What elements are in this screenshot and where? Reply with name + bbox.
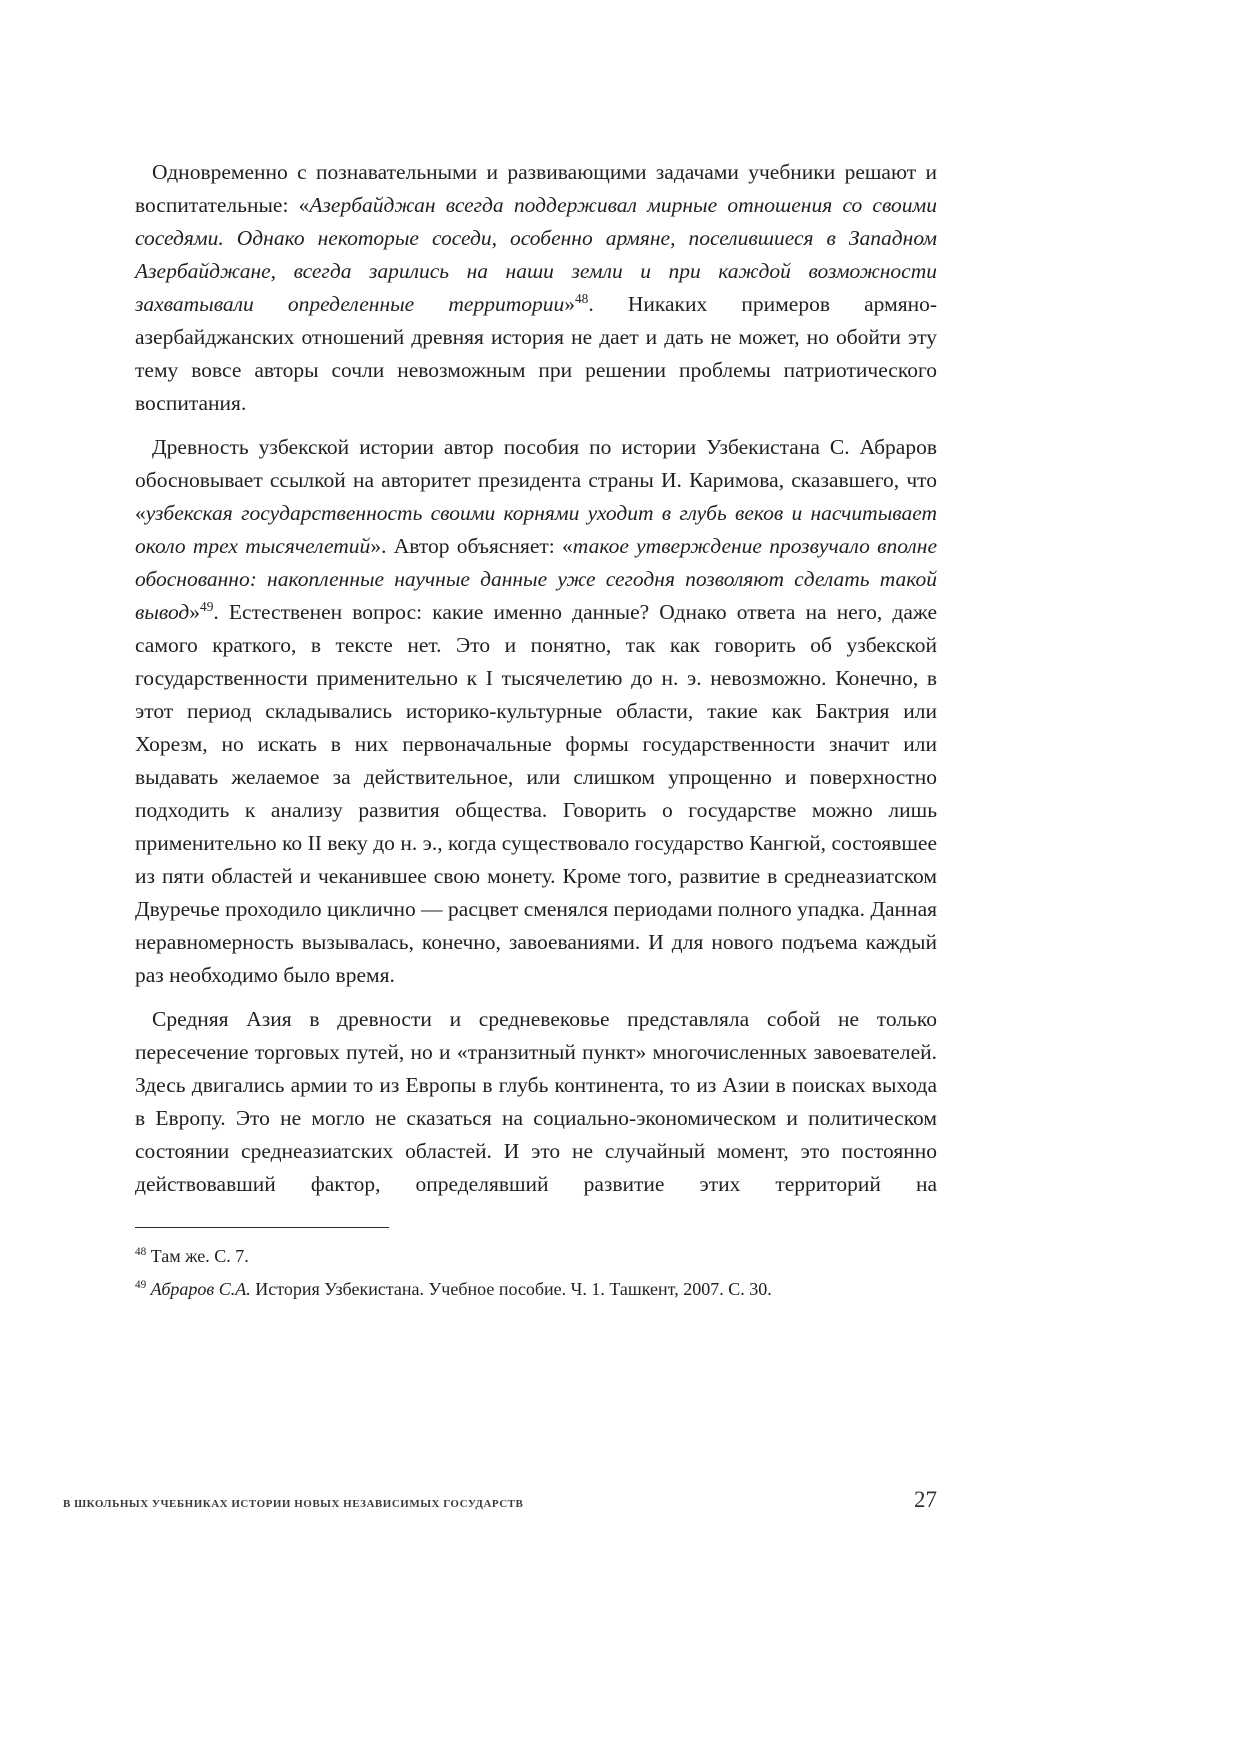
paragraph bbox=[135, 1003, 937, 1201]
footnote-ref: 48 bbox=[574, 290, 589, 306]
text-segment: . Никаких примеров армяно-азербайджанских отношений древняя история не дает и дать не может, но обойти эту тему вовсе авторы сочли невозможным при решении проблемы патриотического воспитания. bbox=[135, 292, 938, 415]
paragraph bbox=[135, 156, 937, 420]
text-segment: такое утверждение прозвучало вполне обоснованно: накопленные научные данные уже сегодня позволяют сделать такой вывод bbox=[135, 534, 938, 624]
footnote bbox=[135, 1275, 937, 1303]
footnote-marker: 48 bbox=[135, 1246, 147, 1258]
text-segment: Древность узбекской истории автор пособия по истории Узбекистана С. Абраров обосновывает ссылкой на авторитет президента страны И. Каримова, сказавшего, что « bbox=[135, 435, 937, 525]
text-segment: ». Автор объясняет: « bbox=[370, 534, 573, 558]
text-segment: Абраров С.А. bbox=[150, 1279, 251, 1299]
footnote bbox=[135, 1242, 937, 1270]
footnote-marker: 49 bbox=[135, 1279, 147, 1291]
text-block bbox=[135, 156, 937, 1201]
paragraph bbox=[135, 431, 937, 992]
text-segment: Одновременно с познавательными и развивающими задачами учебники решают и воспитательные: « bbox=[135, 160, 937, 217]
text-segment: История Узбекистана. Учебное пособие. Ч. 1. Ташкент, 2007. С. 30. bbox=[250, 1279, 772, 1299]
text-segment: Азербайджан всегда поддерживал мирные отношения со своими соседями. Однако некоторые соседи, особенно армяне, поселившиеся в Западном Азербайджане, всегда зарились на наши земли и при каждой возможности захватывали определенные территории bbox=[135, 193, 937, 316]
text-segment: » bbox=[564, 292, 575, 316]
text-segment: узбекская государственность своими корнями уходит в глубь веков и насчитывает около трех тысячелетий bbox=[135, 501, 937, 558]
footnote-ref: 49 bbox=[200, 598, 214, 614]
running-title: В ШКОЛЬНЫХ УЧЕБНИКАХ ИСТОРИИ НОВЫХ НЕЗАВИСИМЫХ ГОСУДАРСТВ bbox=[63, 1498, 524, 1510]
page-body bbox=[135, 156, 937, 1308]
text-segment: . Естественен вопрос: какие именно данные? Однако ответа на него, даже самого краткого, в тексте нет. Это и понятно, так как говорить об узбекской государственности применительно к I тысячелетию до н. э. невозможно. Конечно, в этот период складывались историко-культурные области, такие как Бактрия или Хорезм, но искать в них первоначальные формы государственности значит или выдавать желаемое за действительное, или слишком упрощенно и поверхностно подходить к анализу развития общества. Говорить о государстве можно лишь применительно ко II веку до н. э., когда существовало государство Кангюй, состоявшее из пяти областей и чеканившее свою монету. Кроме того, развитие в среднеазиатском Двуречье проходило циклично — расцвет сменялся периодами полного упадка. Данная неравномерность вызывалась, конечно, завоеваниями. И для нового подъема каждый раз необходимо было время. bbox=[135, 600, 937, 987]
footnotes-block bbox=[135, 1242, 937, 1303]
page-footer bbox=[63, 1487, 937, 1513]
text-segment: » bbox=[189, 600, 201, 624]
footnote-separator bbox=[135, 1227, 389, 1228]
page-number: 27 bbox=[914, 1487, 937, 1512]
text-segment: Там же. С. 7. bbox=[150, 1246, 249, 1266]
text-segment: Средняя Азия в древности и средневековье представляла собой не только пересечение торговых путей, но и «транзитный пункт» многочисленных завоевателей. Здесь двигались армии то из Европы в глубь континента, то из Азии в поисках выхода в Европу. Это не могло не сказаться на социально-экономическом и политическом состоянии среднеазиатских областей. И это не случайный момент, это постоянно действовавший фактор, определявший развитие этих территорий на bbox=[135, 1007, 937, 1196]
